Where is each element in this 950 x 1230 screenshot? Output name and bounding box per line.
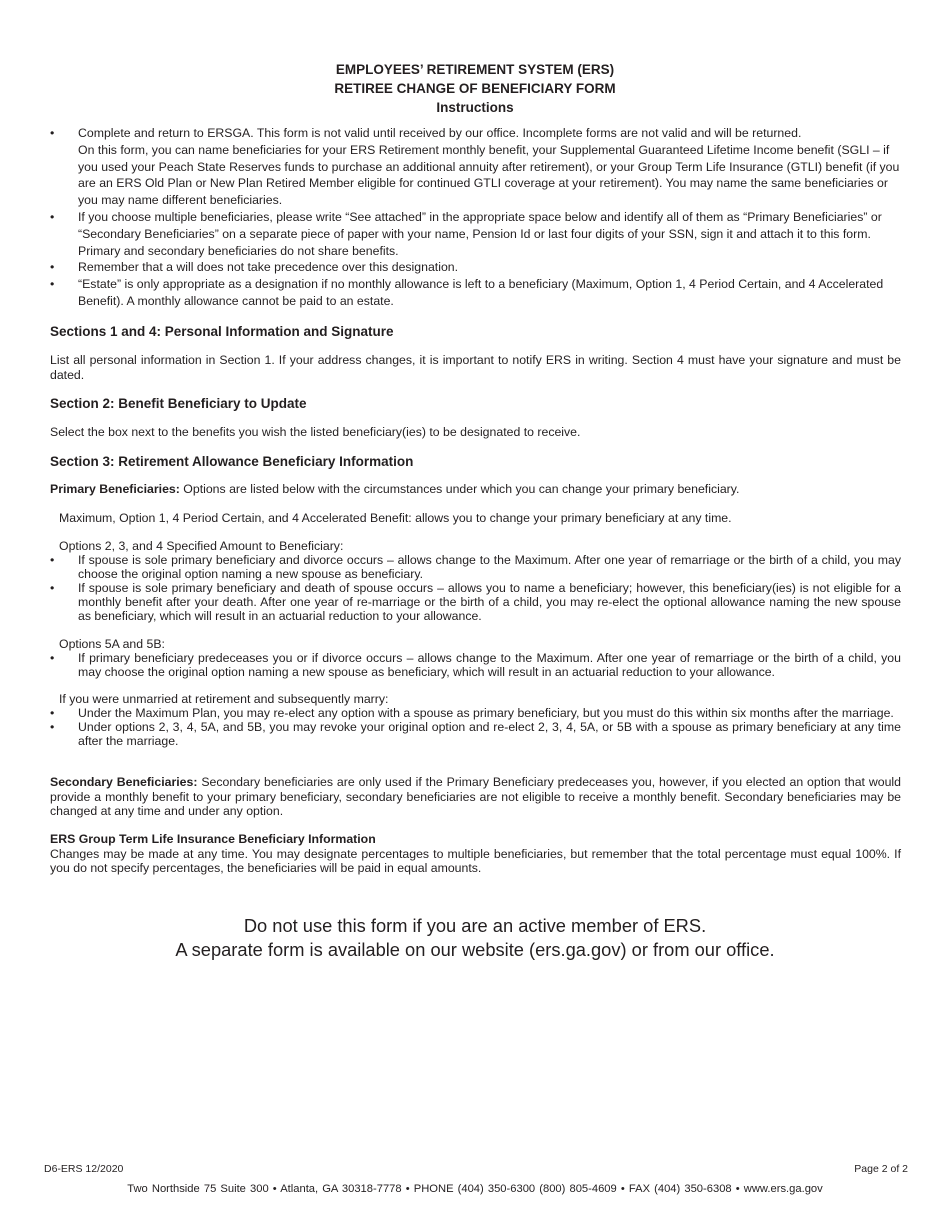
section-1-text: List all personal information in Section 1. If your address changes, it is important to notify ERS in writing. Section 4 must have your signature and must be dated. <box>50 353 901 382</box>
gtli-text: Changes may be made at any time. You may designate percentages to multiple beneficiaries, but remember that the total percentage must equal 100%. If you do not specify percentages, the beneficiaries will be paid in equal amounts. <box>50 846 901 876</box>
maximum-option-text: Maximum, Option 1, 4 Period Certain, and 4 Accelerated Benefit: allows you to change your primary beneficiary at any time. <box>59 511 732 525</box>
title-line-2: RETIREE CHANGE OF BENEFICIARY FORM <box>334 81 616 96</box>
notice-line-2: A separate form is available on our website (ers.ga.gov) or from our office. <box>175 939 775 960</box>
bullet-icon: • <box>50 706 55 720</box>
gtli-heading: ERS Group Term Life Insurance Beneficiary Information <box>50 832 376 846</box>
instructions-list <box>50 125 900 310</box>
bullet-icon: • <box>50 126 55 140</box>
title-line-3: Instructions <box>436 100 514 115</box>
unmarried-title: If you were unmarried at retirement and subsequently marry: <box>59 692 389 706</box>
bullet-icon: • <box>50 581 55 595</box>
list-item: • Under options 2, 3, 4, 5A, and 5B, you may revoke your original option and re-elect 2, 3, 4, 5A, or 5B with a spouse as primary beneficiary at any time after the marriage. <box>50 720 901 748</box>
list-item: • “Estate” is only appropriate as a designation if no monthly allowance is left to a beneficiary (Maximum, Option 1, 4 Period Certain, and 4 Accelerated Benefit). A monthly allowance cannot be paid to an estate. <box>50 277 884 308</box>
form-id: D6-ERS 12/2020 <box>44 1163 124 1175</box>
title-line-1: EMPLOYEES’ RETIREMENT SYSTEM (ERS) <box>335 62 615 77</box>
secondary-beneficiaries-text: Secondary Beneficiaries: Secondary beneficiaries are only used if the Primary Beneficiary predeceases you, however, if you elected an option that would provide a monthly benefit to your primary beneficiary, secondary beneficiaries are not eligible to receive a monthly benefit. Secondary beneficiaries may be changed at any time and under any option. <box>50 775 901 819</box>
options-2-3-4-title: Options 2, 3, and 4 Specified Amount to Beneficiary: <box>59 539 344 553</box>
list-item: • If you choose multiple beneficiaries, please write “See attached” in the appropriate space below and identify all of them as “Primary Beneficiaries” or “Secondary Beneficiaries” on a separate piece of paper with your name, Pension Id or last four digits of your SSN, sign it and attach it to this form. Primary and secondary beneficiaries do not share benefits. <box>50 209 882 258</box>
unmarried-block <box>50 692 901 748</box>
page-number: Page 2 of 2 <box>854 1163 908 1175</box>
options-5a-5b-title: Options 5A and 5B: <box>59 637 165 651</box>
notice-line-1: Do not use this form if you are an active member of ERS. <box>243 915 707 936</box>
secondary-beneficiaries-label: Secondary Beneficiaries: <box>50 775 198 789</box>
list-item: • Under the Maximum Plan, you may re-elect any option with a spouse as primary beneficiary, but you must do this within six months after the marriage. <box>50 706 894 720</box>
primary-beneficiaries-label: Primary Beneficiaries: <box>50 482 180 496</box>
list-item: • If primary beneficiary predeceases you or if divorce occurs – allows change to the Maximum. After one year of remarriage or the birth of a child, you may choose the original option naming a new spouse as beneficiary, which will result in an actuarial reduction to your allowance. <box>50 651 901 679</box>
list-item: • Complete and return to ERSGA. This form is not valid until received by our office. Incomplete forms are not valid and will be returned. <box>50 126 802 140</box>
bullet-icon: • <box>50 209 55 224</box>
primary-beneficiaries-text: Primary Beneficiaries: Options are listed below with the circumstances under which you can change your primary beneficiary. <box>50 482 740 496</box>
footer-address: Two Northside 75 Suite 300 • Atlanta, GA 30318-7778 • PHONE (404) 350-6300 (800) 805-4609 • FAX (404) 350-6308 • www.ers.ga.gov <box>127 1183 823 1195</box>
options-2-3-4-block <box>50 539 901 623</box>
form-title <box>0 60 950 117</box>
options-5a-5b-block <box>50 637 901 679</box>
bullet-icon: • <box>50 720 55 734</box>
list-item: • If spouse is sole primary beneficiary and divorce occurs – allows change to the Maximum. After one year of remarriage or the birth of a child, you may choose the original option naming a new spouse as beneficiary. <box>50 553 901 581</box>
bullet-icon: • <box>50 260 55 275</box>
list-item: • Remember that a will does not take precedence over this designation. <box>50 260 459 275</box>
gtli-block <box>50 832 901 876</box>
bullet-icon: • <box>50 553 55 567</box>
bullet-icon: • <box>50 277 55 292</box>
section-1-heading: Sections 1 and 4: Personal Information and Signature <box>50 324 394 339</box>
bullet-icon: • <box>50 651 55 665</box>
section-2-heading: Section 2: Benefit Beneficiary to Update <box>50 396 307 411</box>
section-3-heading: Section 3: Retirement Allowance Beneficiary Information <box>50 454 414 469</box>
list-item: • If spouse is sole primary beneficiary and death of spouse occurs – allows you to name a beneficiary; however, this beneficiary(ies) is not eligible for a monthly benefit after your death. After one year of re-marriage or the birth of a child, you may re-elect the optional allowance naming the new spouse as beneficiary, which will result in an actuarial reduction to your allowance. <box>50 581 901 623</box>
list-item: On this form, you can name beneficiaries for your ERS Retirement monthly benefit, your Supplemental Guaranteed Lifetime Income benefit (SGLI – if you used your Peach State Reserves funds to purchase an additional annuity after retirement), or your Group Term Life Insurance (GTLI) benefit (if you are an ERS Old Plan or New Plan Retired Member eligible for continued GTLI coverage at your retirement). You may name the same beneficiaries or you may name different beneficiaries. <box>78 142 900 208</box>
section-2-text: Select the box next to the benefits you wish the listed beneficiary(ies) to be designated to receive. <box>50 425 581 439</box>
